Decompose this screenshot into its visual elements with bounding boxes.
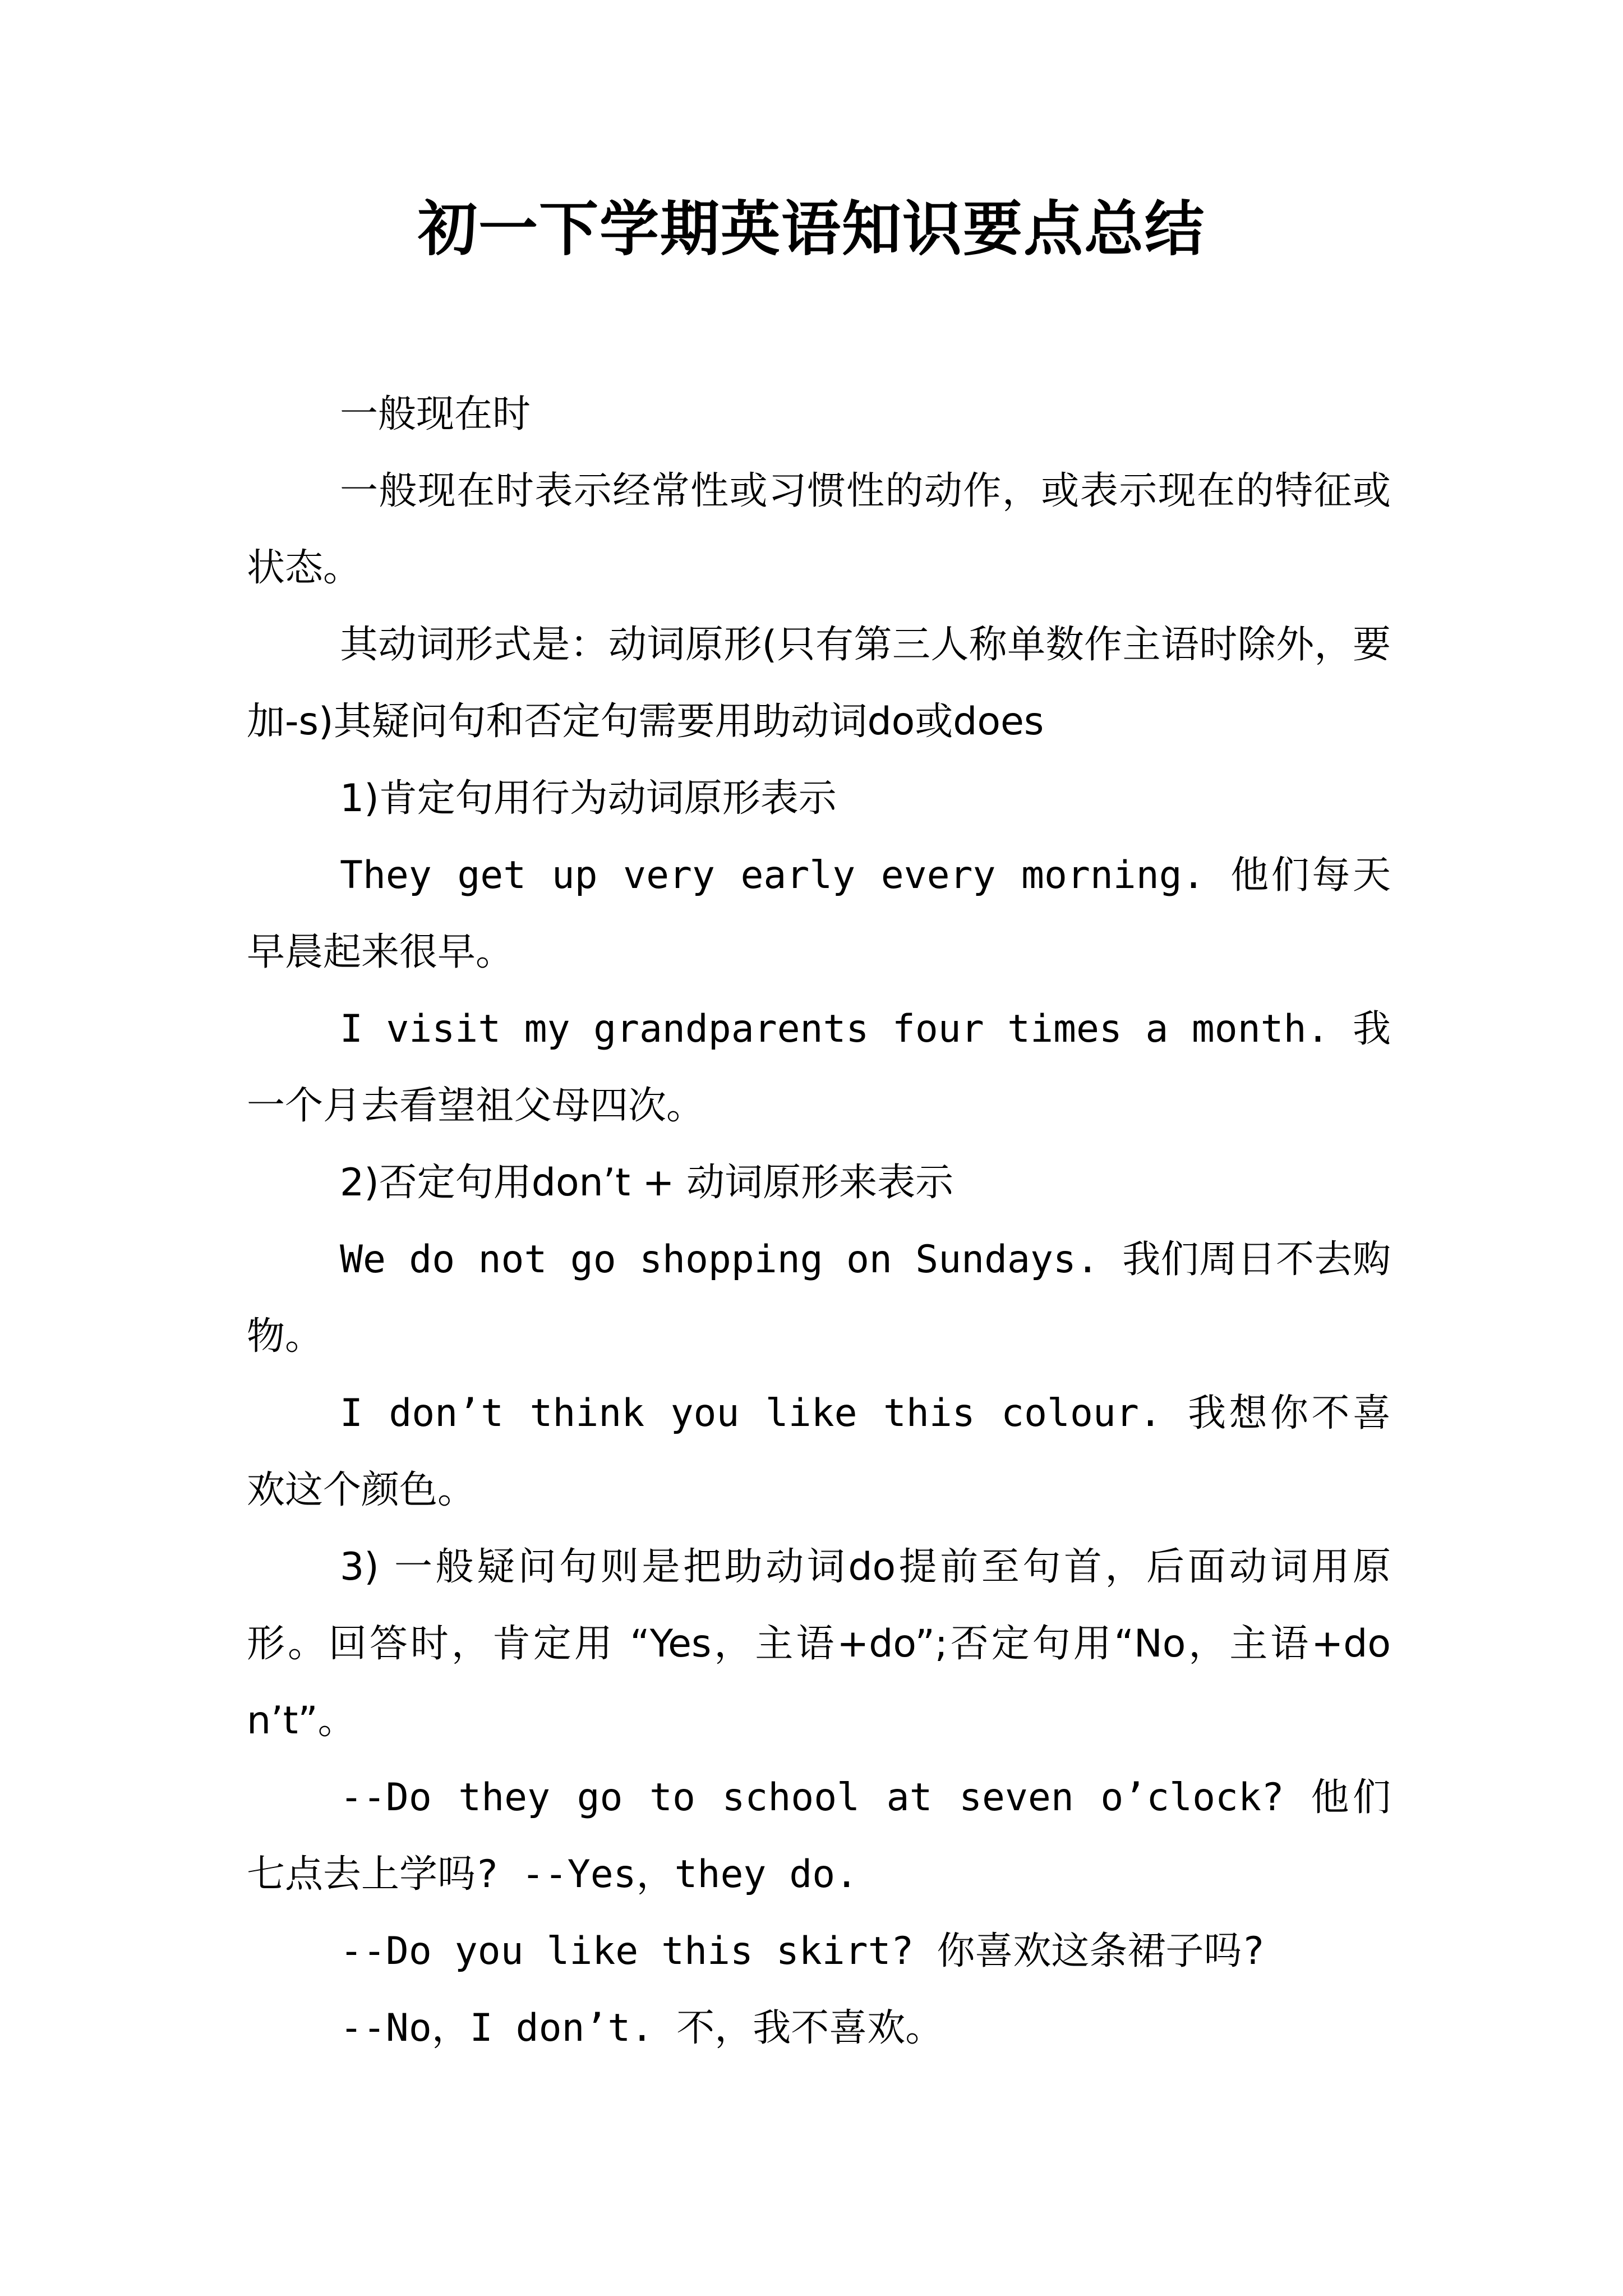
rule-question: 3) 一般疑问句则是把助动词do提前至句首，后面动词用原形。回答时，肯定用 “Yes，主语+do”;否定句用“No，主语+don’t”。 <box>247 1545 1391 1743</box>
example-dialogue: --Do you like this skirt? 你喜欢这条裙子吗? <box>340 1929 1265 1973</box>
example-sentence: I don’t think you like this colour. 我想你不喜欢这个颜色。 <box>247 1391 1391 1512</box>
section-heading: 一般现在时 <box>340 392 531 436</box>
paragraph-verb-form: 其动词形式是：动词原形(只有第三人称单数作主语时除外，要加-s)其疑问句和否定句需要用助动词do或does <box>247 623 1391 744</box>
rule-negative: 2)否定句用don’t + 动词原形来表示 <box>340 1161 954 1205</box>
example-sentence: I visit my grandparents four times a month. 我一个月去看望祖父母四次。 <box>247 1007 1391 1128</box>
example-sentence: They get up very early every morning. 他们每天早晨起来很早。 <box>247 853 1391 974</box>
document-title: 初一下学期英语知识要点总结 <box>418 194 1205 264</box>
document-body <box>247 376 1391 2067</box>
rule-affirmative: 1)肯定句用行为动词原形表示 <box>340 776 837 821</box>
example-dialogue: --No，I don’t. 不，我不喜欢。 <box>340 2006 944 2050</box>
paragraph-definition: 一般现在时表示经常性或习惯性的动作，或表示现在的特征或状态。 <box>247 469 1391 590</box>
example-dialogue: --Do they go to school at seven o’clock? 他们七点去上学吗? --Yes，they do. <box>247 1775 1391 1897</box>
example-sentence: We do not go shopping on Sundays. 我们周日不去购物。 <box>247 1237 1391 1359</box>
